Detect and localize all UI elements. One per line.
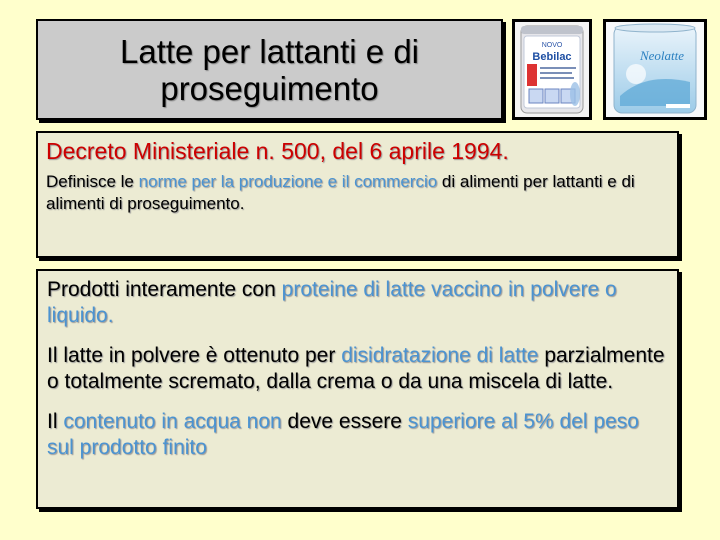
text-highlight: del peso sul prodotto finito — [47, 410, 639, 459]
text-segment: deve essere — [281, 410, 408, 433]
neolatte-can-drawing — [606, 22, 704, 117]
decree-title: Decreto Ministeriale n. 500, del 6 aprile 1994. — [46, 138, 509, 164]
decree-text-segment: di alimenti per lattanti e di alimenti di proseguimento. — [46, 172, 635, 213]
bebilac-can-drawing — [515, 22, 589, 117]
can2-brand-label: Neolatte — [639, 48, 685, 63]
neolatte-can-image — [603, 19, 707, 120]
text-highlight: disidratazione di latte — [341, 344, 539, 367]
can1-top-label: NOVO — [541, 42, 563, 49]
text-segment: parzialmente o totalmente scremato, dalla crema o da una miscela di latte. — [47, 344, 665, 393]
title-box — [36, 19, 503, 120]
decree-text-highlight: norme per la produzione e il commercio — [138, 172, 438, 191]
bebilac-can-image — [512, 19, 592, 120]
decree-text-segment: Definisce le — [46, 172, 139, 191]
slide-title: Latte per lattanti e di proseguimento — [119, 32, 420, 107]
text-segment: Il latte in polvere è ottenuto per — [47, 344, 342, 367]
content-box — [36, 269, 679, 509]
text-segment: Il — [47, 410, 64, 433]
can1-brand-label: Bebilac — [532, 51, 572, 63]
text-segment: Prodotti interamente con — [47, 278, 282, 301]
paragraph-powder — [47, 343, 668, 395]
decree-description — [46, 171, 669, 215]
text-highlight: superiore al 5% — [407, 410, 554, 433]
paragraph-water-content — [47, 409, 668, 461]
paragraph-proteins — [47, 277, 668, 329]
text-highlight: contenuto in acqua non — [63, 410, 282, 433]
decree-box — [36, 131, 679, 258]
text-highlight: proteine di latte vaccino in polvere o liquido. — [47, 278, 617, 327]
